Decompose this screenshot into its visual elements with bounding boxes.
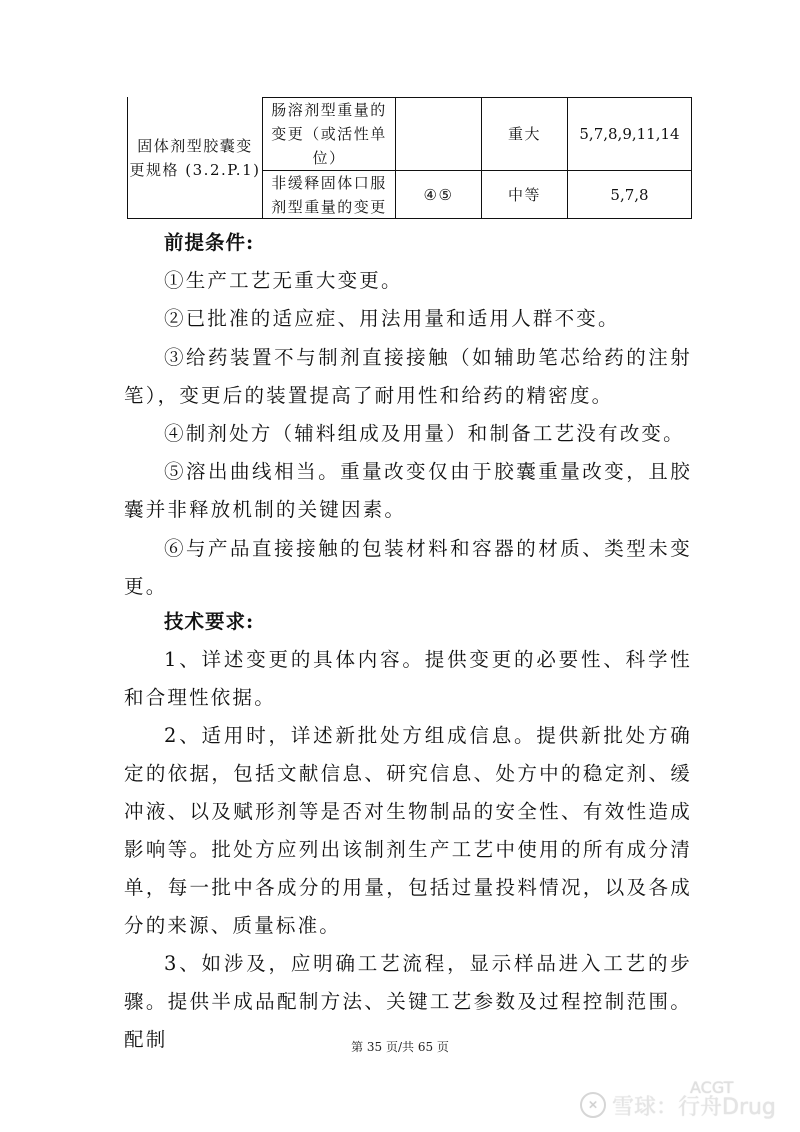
page-number: 第 35 页/共 65 页 <box>351 1040 449 1054</box>
table-cell-category <box>128 97 262 218</box>
watermark-text: 雪球：行舟Drug <box>612 1094 776 1120</box>
precondition-item: ①生产工艺无重大变更。 <box>164 269 403 292</box>
table-cell-level: 中等 <box>507 185 541 204</box>
change-text-line: 非缓释固体口服 <box>271 173 387 192</box>
xueqiu-logo-icon: ✕ <box>580 1092 606 1118</box>
table-border <box>691 97 692 219</box>
watermark-subtext: ACGT <box>690 1078 734 1097</box>
table-cell-level: 重大 <box>507 125 541 143</box>
category-text-line: 更规格 (3.2.P.1) <box>129 160 261 179</box>
requirement-item: 1、详述变更的具体内容。提供变更的必要性、科学性和合理性依据。 <box>124 648 692 709</box>
requirement-item: 3、如涉及，应明确工艺流程，显示样品进入工艺的步骤。提供半成品配制方法、关键工艺参数及过程控制范围。配制 <box>124 952 692 1051</box>
change-text-line: 肠溶剂型重量的 <box>271 101 387 119</box>
table-border <box>127 218 692 219</box>
table-cell-conditions: ④⑤ <box>423 185 454 204</box>
table-cell-requirements: 5,7,8 <box>610 185 649 204</box>
change-table <box>127 97 692 219</box>
precondition-item: ⑥与产品直接接触的包装材料和容器的材质、类型未变更。 <box>124 537 692 598</box>
requirement-item: 2、适用时，详述新批处方组成信息。提供新批处方确定的依据，包括文献信息、研究信息、处方中的稳定剂、缓冲液、以及赋形剂等是否对生物制品的安全性、有效性造成影响等。批处方应列出该制剂生产工艺中使用的所有成分清单，每一批中各成分的用量，包括过量投料情况，以及各成分的来源、质量标准。 <box>124 724 692 937</box>
precondition-item: ②已批准的适应症、用法用量和适用人群不变。 <box>164 307 620 330</box>
table-cell-change <box>263 98 395 170</box>
technical-requirements-heading: 技术要求: <box>164 610 255 633</box>
category-text-line: 固体剂型胶囊变 <box>137 136 253 155</box>
table-cell-conditions <box>396 98 481 170</box>
table-cell-change <box>263 171 395 218</box>
preconditions-heading: 前提条件: <box>164 231 255 254</box>
table-cell-requirements: 5,7,8,9,11,14 <box>579 125 680 143</box>
precondition-item: ④制剂处方（辅料组成及用量）和制备工艺没有改变。 <box>164 422 685 445</box>
change-text-line: 剂型重量的变更 <box>271 197 387 216</box>
precondition-item: ⑤溶出曲线相当。重量改变仅由于胶囊重量改变，且胶囊并非释放机制的关键因素。 <box>124 460 692 521</box>
precondition-item: ③给药装置不与制剂直接接触（如辅助笔芯给药的注射笔），变更后的装置提高了耐用性和给药的精密度。 <box>124 346 692 407</box>
watermark <box>580 1078 800 1120</box>
change-text-line: 位） <box>312 149 346 167</box>
change-text-line: 变更（或活性单 <box>271 125 387 143</box>
